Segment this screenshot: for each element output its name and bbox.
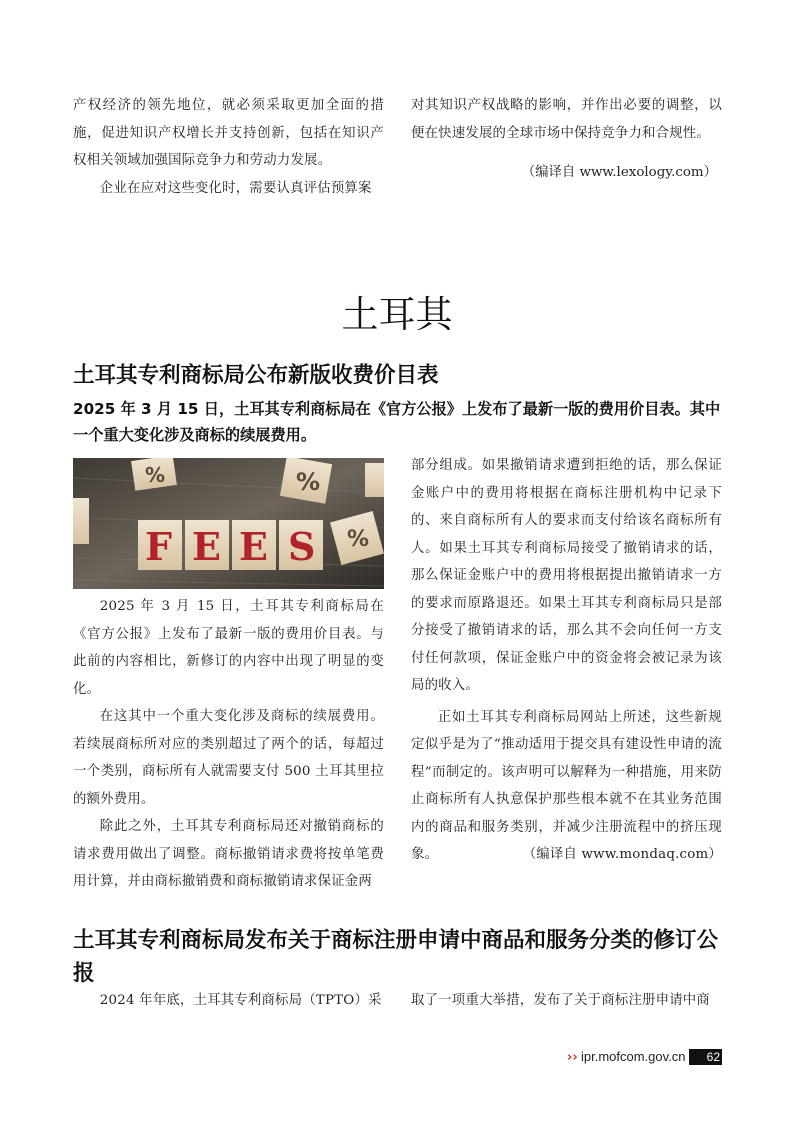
paragraph: 2024 年年底，土耳其专利商标局（TPTO）采 bbox=[99, 993, 382, 1008]
paragraph: 对其知识产权战略的影响，并作出必要的调整，以便在快速发展的全球市场中保持竞争力和合规性。 bbox=[411, 98, 722, 141]
paragraph: 取了一项重大举措，发布了关于商标注册申请中商 bbox=[411, 993, 710, 1008]
percent-mark: % bbox=[296, 468, 321, 496]
paragraph-text: 正如土耳其专利商标局网站上所述，这些新规定似乎是为了“推动适用于提交具有建设性申请的流程”而制定的。该声明可以解释为一种措施，用来防止商标所有人执意保护那些根本就不在其业务范围内的商品和服务类别，并减少注册流程中的挤压现象。 bbox=[411, 709, 722, 862]
source-credit: （编译自 www.lexology.com） bbox=[521, 165, 717, 180]
letter-block: S bbox=[288, 524, 316, 569]
footer-url[interactable]: ipr.mofcom.gov.cn bbox=[581, 1049, 686, 1064]
top-right-column bbox=[411, 92, 722, 187]
article2-right-column bbox=[411, 987, 722, 1015]
letter-block: E bbox=[192, 524, 221, 569]
source-credit: （编译自 www.mondaq.com） bbox=[522, 847, 722, 862]
paragraph: 除此之外，土耳其专利商标局还对撤销商标的请求费用做出了调整。商标撤销请求费将按单笔费用计算，并由商标撤销费和商标撤销请求保证金两 bbox=[73, 819, 384, 889]
paragraph: 2025 年 3 月 15 日，土耳其专利商标局在《官方公报》上发布了最新一版的费用价目表。与此前的内容相比，新修订的内容中出现了明显的变化。 bbox=[73, 599, 384, 697]
paragraph: 部分组成。如果撤销请求遭到拒绝的话，那么保证金账户中的费用将根据在商标注册机构中记录下的、来自商标所有人的要求而支付给该名商标所有人。如果土耳其专利商标局接受了撤销请求的话，那么保证金账户中的费用将根据提出撤销请求一方的要求而原路退还。如果土耳其专利商标局只是部分接受了撤销请求的话，那么其不会向任何一方支付任何款项，保证金账户中的资金将会被记录为该局的收入。 bbox=[411, 458, 722, 693]
article-title: 土耳其专利商标局发布关于商标注册申请中商品和服务分类的修订公报 bbox=[73, 928, 719, 986]
country-heading: 土耳其 bbox=[341, 293, 453, 336]
article-lead: 2025 年 3 月 15 日，土耳其专利商标局在《官方公报》上发布了最新一版的费用价目表。其中一个重大变化涉及商标的续展费用。 bbox=[73, 400, 721, 444]
paragraph: 在这其中一个重大变化涉及商标的续展费用。若续展商标所对应的类别超过了两个的话，每超过一个类别，商标所有人就需要支付 500 土耳其里拉的额外费用。 bbox=[73, 709, 384, 807]
fees-blocks-image bbox=[73, 458, 384, 589]
letter-block: E bbox=[239, 524, 268, 569]
paragraph bbox=[411, 704, 722, 869]
fees-photo bbox=[73, 458, 384, 589]
article2-left-column bbox=[73, 987, 384, 1015]
letter-block: F bbox=[145, 524, 172, 569]
paragraph: 产权经济的领先地位，就必须采取更加全面的措施，促进知识产权增长并支持创新，包括在知识产权相关领域加强国际竞争力和劳动力发展。 bbox=[73, 98, 384, 168]
article1-right-column bbox=[411, 452, 722, 869]
article-title: 土耳其专利商标局公布新版收费价目表 bbox=[73, 363, 439, 388]
top-left-column bbox=[73, 92, 384, 202]
page-number: 62 bbox=[689, 1049, 722, 1065]
percent-mark: % bbox=[347, 527, 370, 552]
percent-mark: % bbox=[145, 463, 166, 487]
article1-left-column bbox=[73, 593, 384, 896]
chevron-right-icon: ›› bbox=[567, 1050, 578, 1065]
paragraph: 企业在应对这些变化时，需要认真评估预算案 bbox=[99, 180, 372, 196]
